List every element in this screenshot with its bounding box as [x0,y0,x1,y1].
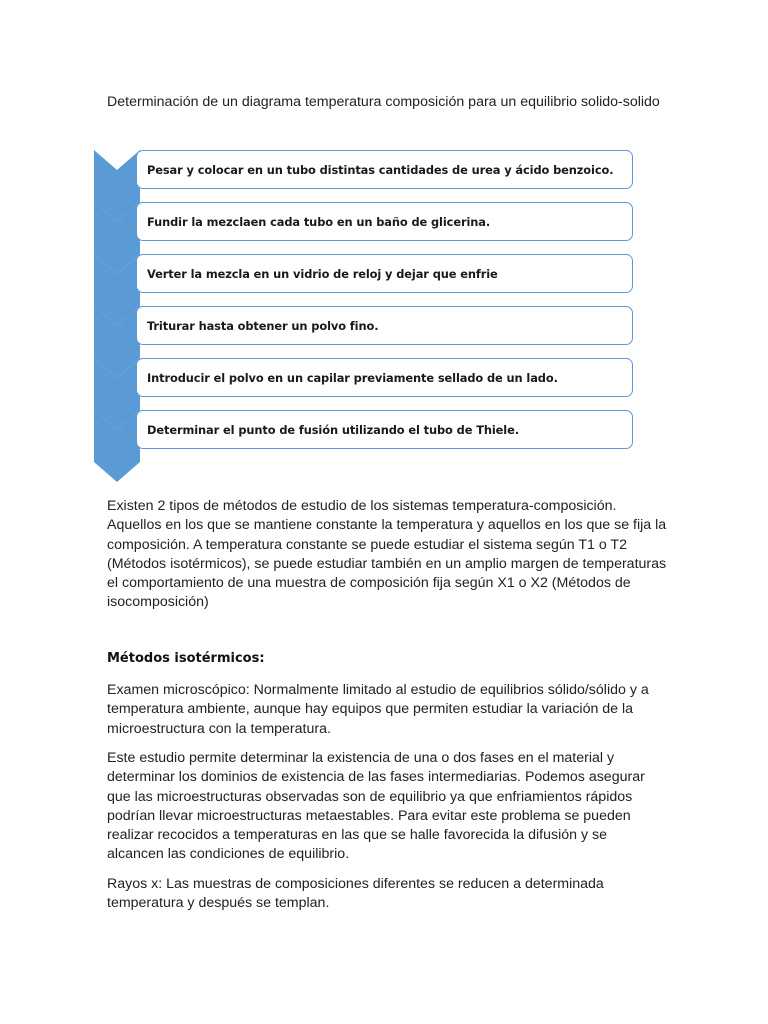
step-box [136,150,633,189]
process-step-3 [94,254,639,298]
section-heading: Métodos isotérmicos: [107,651,265,666]
document-title: Determinación de un diagrama temperatura composición para un equilibrio solido-solido [107,94,660,110]
step-box [136,202,633,241]
step-box [136,306,633,345]
step-box [136,254,633,293]
process-step-6 [94,410,639,454]
step-text: Introducir el polvo en un capilar previamente sellado de un lado. [147,370,558,385]
step-text: Determinar el punto de fusión utilizando el tubo de Thiele. [147,422,519,437]
process-step-1 [94,150,639,194]
process-step-5 [94,358,639,402]
paragraph-microscopic: Examen microscópico: Normalmente limitado al estudio de equilibrios sólido/sólido y a temperatura ambiente, aunque hay equipos que permiten estudiar la variación de la microestructura con la temperatura. [107,682,649,737]
process-step-2 [94,202,639,246]
paragraph-xray: Rayos x: Las muestras de composiciones diferentes se reducen a determinada temperatura y después se templan. [107,876,604,912]
step-text: Triturar hasta obtener un polvo fino. [147,318,379,333]
step-box [136,358,633,397]
paragraph-study: Este estudio permite determinar la existencia de una o dos fases en el material y determinar los dominios de existencia de las fases intermediarias. Podemos asegurar que las microestructuras observadas son de equilibrio ya que enfriamientos rápidos podrían llevar microestructuras metaestables. Para evitar este problema se pueden realizar recocidos a temperaturas en las que se halle favorecida la difusión y se alcancen las condiciones de equilibrio. [107,750,645,863]
step-box [136,410,633,449]
process-step-4 [94,306,639,350]
process-diagram [94,150,639,480]
intro-paragraph: Existen 2 tipos de métodos de estudio de los sistemas temperatura-composición. Aquellos en los que se mantiene constante la temperatura y aquellos en los que se fija la composición. A temperatura constante se puede estudiar el sistema según T1 o T2 (Métodos isotérmicos), se puede estudiar también en un amplio margen de temperaturas el comportamiento de una muestra de composición fija según X1 o X2 (Métodos de isocomposición) [107,498,667,611]
step-text: Fundir la mezclaen cada tubo en un baño de glicerina. [147,214,491,229]
chevron-arrow-icon [94,410,140,482]
step-text: Verter la mezcla en un vidrio de reloj y dejar que enfrie [147,266,498,281]
step-text: Pesar y colocar en un tubo distintas cantidades de urea y ácido benzoico. [147,162,614,177]
